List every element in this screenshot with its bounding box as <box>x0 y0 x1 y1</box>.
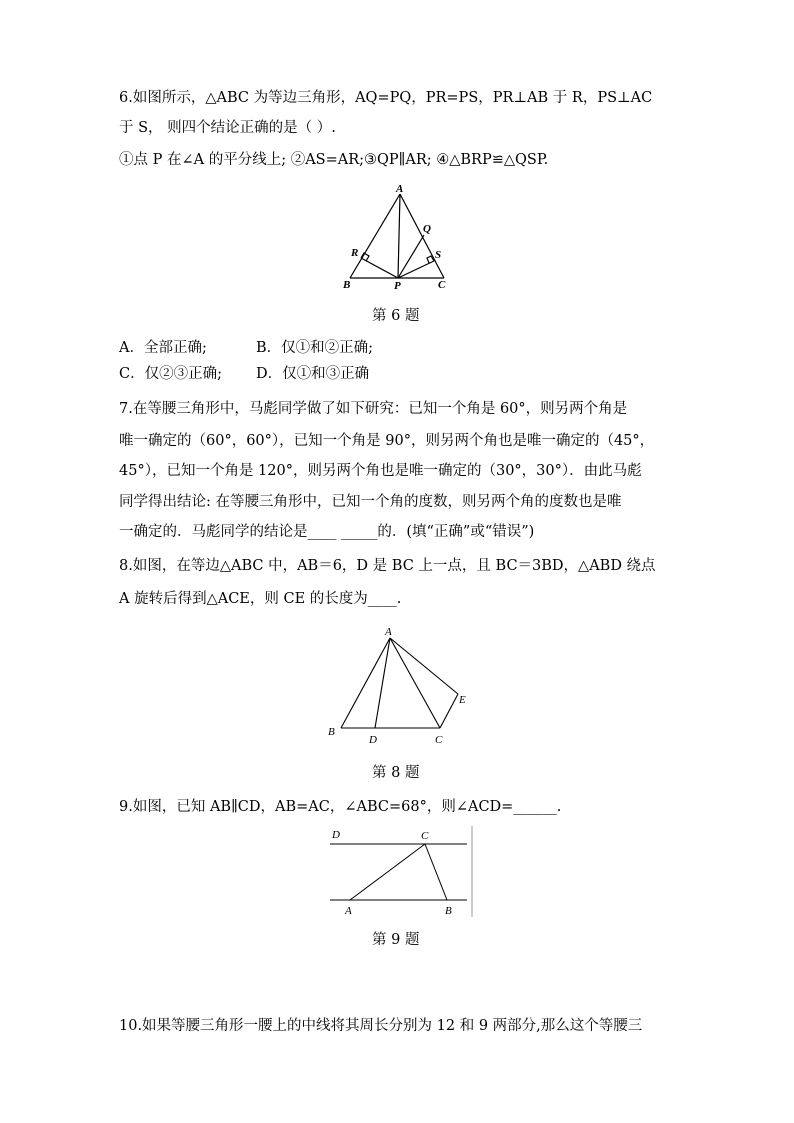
q8-side-ac <box>390 638 440 728</box>
q6-option-b: B．仅①和②正确; <box>256 340 374 356</box>
q9-caption: 第 9 题 <box>372 932 420 948</box>
q6-text-line-2: 于 S， 则四个结论正确的是（ ）. <box>119 120 336 136</box>
q8-label-d: D <box>369 734 377 746</box>
q8-text-line-1: 8.如图，在等边△ABC 中，AB＝6，D 是 BC 上一点，且 BC＝3BD，△ABD 绕点 <box>119 558 656 574</box>
q6-segment-ap <box>398 194 400 278</box>
q8-segment-ae <box>390 638 458 694</box>
q6-conclusions: ①点 P 在∠A 的平分线上; ②AS=AR;③QP∥AR; ④△BRP≌△QSP. <box>119 152 549 168</box>
q8-label-b: B <box>328 726 335 738</box>
q6-label-r: R <box>351 247 359 259</box>
q8-text-line-2: A 旋转后得到△ACE，则 CE 的长度为____. <box>119 591 402 607</box>
q7-text-line-5: 一确定的．马彪同学的结论是____ _____的．(填“正确”或“错误”) <box>119 524 535 540</box>
q6-figure <box>340 182 460 294</box>
q8-label-c: C <box>435 734 443 746</box>
q6-label-b: B <box>343 279 351 291</box>
q6-text-line-1: 6.如图所示，△ABC 为等边三角形，AQ=PQ，PR=PS，PR⊥AB 于 R，PS⊥AC <box>119 90 653 106</box>
q9-label-b: B <box>445 905 452 917</box>
q8-segment-ce <box>440 694 458 728</box>
q6-label-q: Q <box>423 223 431 235</box>
q7-text-line-4: 同学得出结论: 在等腰三角形中，已知一个角的度数，则另两个角的度数也是唯 <box>119 494 622 510</box>
q6-caption: 第 6 题 <box>372 308 420 324</box>
q6-option-d: D．仅①和③正确 <box>256 366 370 382</box>
q9-segment-cb <box>425 844 447 900</box>
q6-label-s: S <box>435 249 442 261</box>
q8-caption: 第 8 题 <box>372 765 420 781</box>
q6-option-a: A．全部正确; <box>119 340 207 356</box>
q6-option-c: C．仅②③正确; <box>119 366 222 382</box>
q9-segment-ac <box>350 844 425 900</box>
q7-text-line-1: 7.在等腰三角形中，马彪同学做了如下研究：已知一个角是 60°，则另两个角是 <box>119 401 628 417</box>
q8-label-e: E <box>459 694 466 706</box>
q7-text-line-2: 唯一确定的（60°，60°），已知一个角是 90°，则另两个角也是唯一确定的（45°， <box>119 433 655 449</box>
q6-label-a: A <box>396 183 404 195</box>
q9-label-c: C <box>421 830 429 842</box>
q6-label-p: P <box>394 280 401 292</box>
q9-figure <box>326 822 476 922</box>
q7-text-line-3: 45°），已知一个角是 120°，则另两个角也是唯一确定的（30°，30°）．由此马彪 <box>119 463 642 479</box>
q10-text-line-1: 10.如果等腰三角形一腰上的中线将其周长分别为 12 和 9 两部分,那么这个等腰三 <box>119 1018 643 1034</box>
q8-label-a: A <box>385 626 392 638</box>
q9-label-d: D <box>332 829 340 841</box>
q9-text-line-1: 9.如图，已知 AB∥CD，AB=AC，∠ABC=68°，则∠ACD=______. <box>119 799 562 815</box>
q8-figure <box>320 622 480 750</box>
q6-label-c: C <box>438 279 446 291</box>
q9-label-a: A <box>345 905 352 917</box>
q6-side-ac <box>400 194 444 278</box>
